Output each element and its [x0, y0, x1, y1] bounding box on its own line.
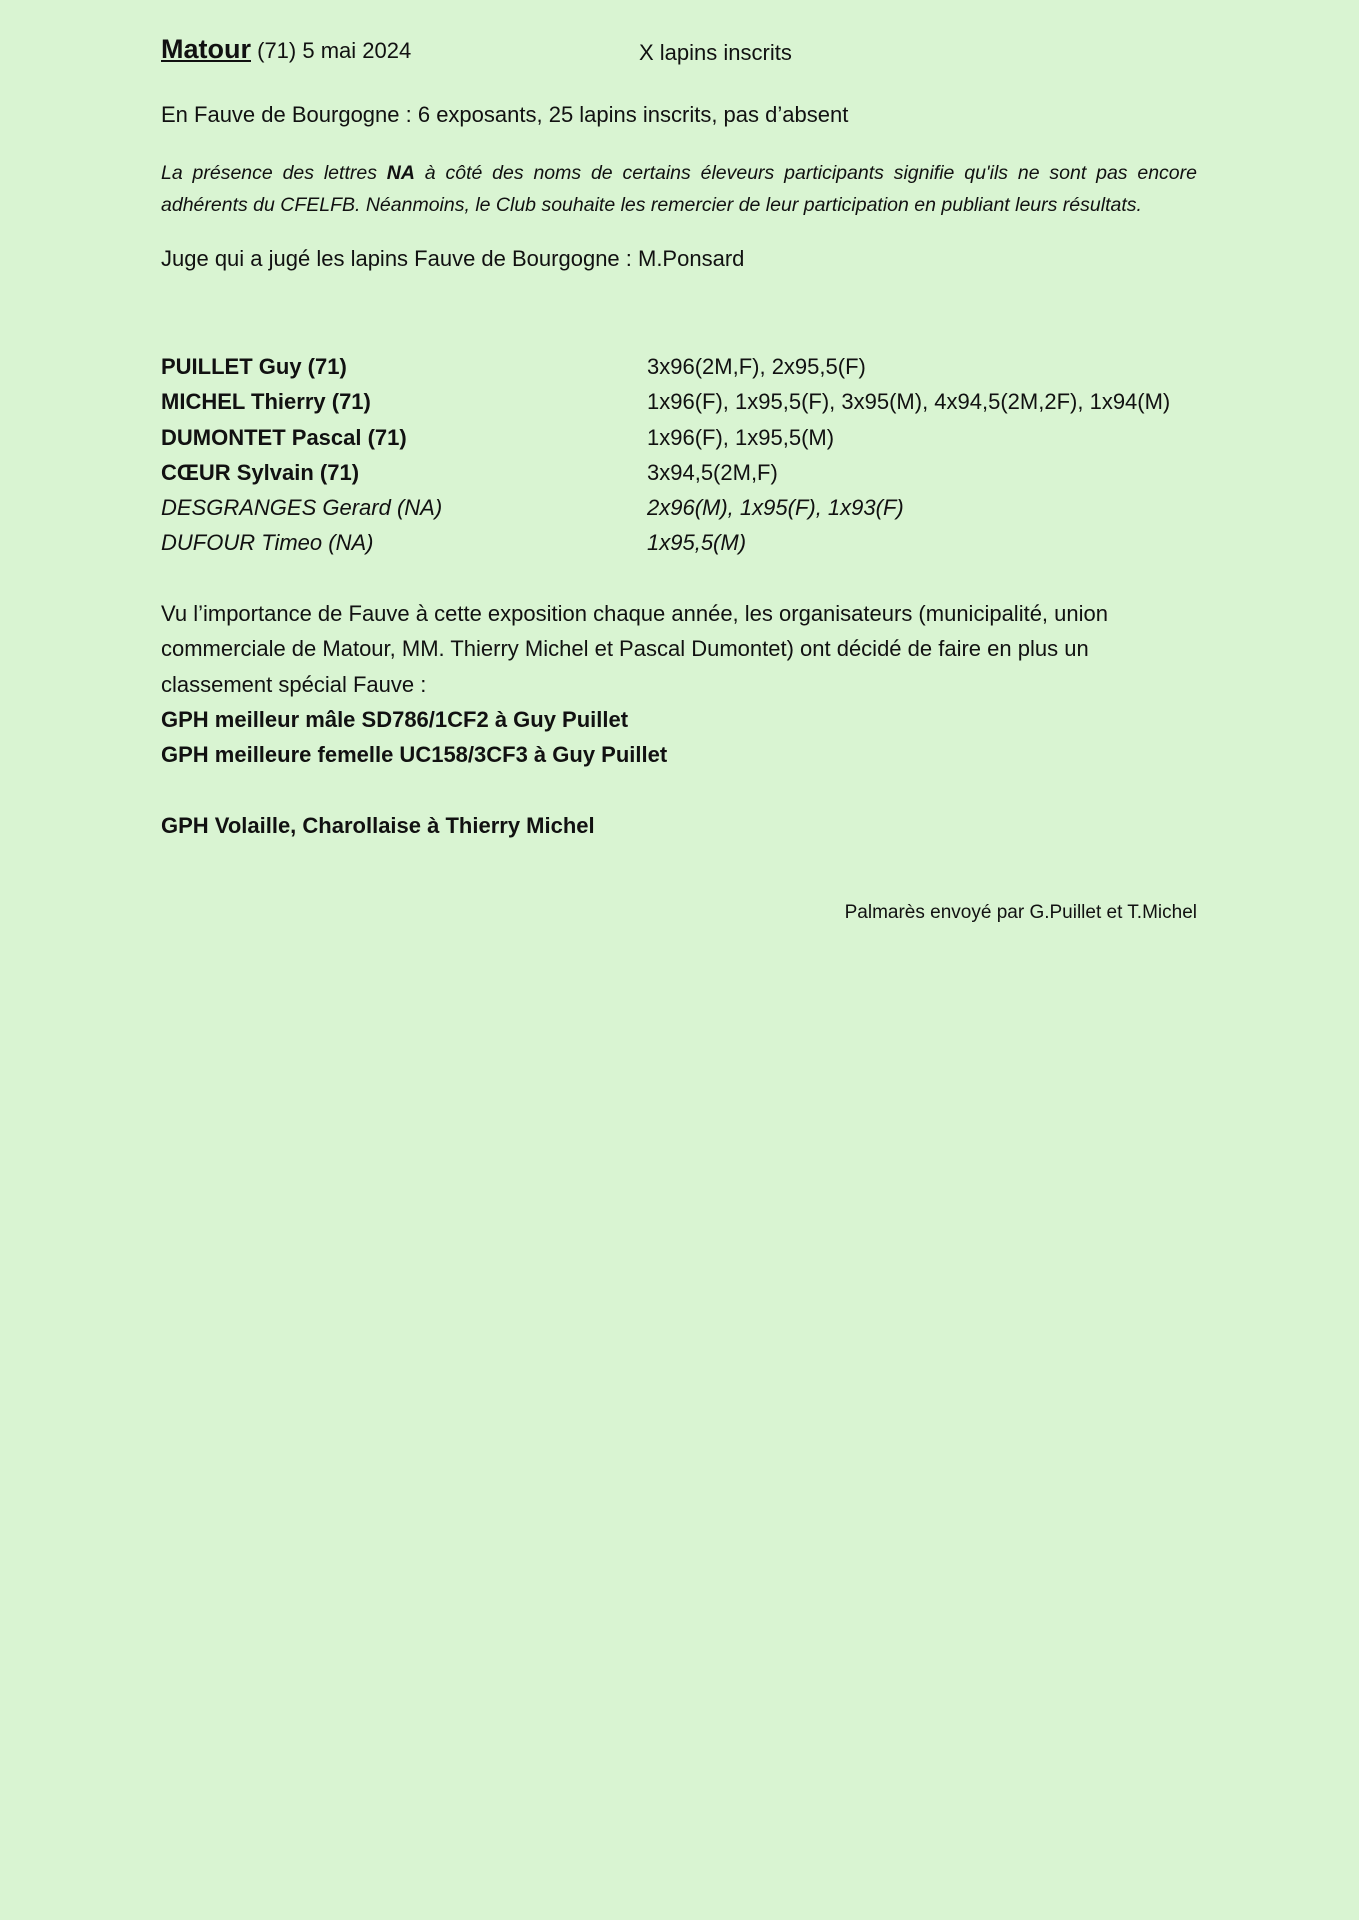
best-male-award: GPH meilleur mâle SD786/1CF2 à Guy Puillet [161, 707, 629, 732]
poultry-award: GPH Volaille, Charollaise à Thierry Michel [161, 813, 595, 838]
breeder-scores: 3x94,5(2M,F) [647, 459, 778, 485]
breeder-name: MICHEL Thierry (71) [161, 389, 371, 415]
breed-summary: En Fauve de Bourgogne : 6 exposants, 25 lapins inscrits, pas d’absent [161, 102, 849, 127]
results-list [161, 349, 1197, 561]
breeder-name: CŒUR Sylvain (71) [161, 459, 360, 485]
best-female-award: GPH meilleure femelle UC158/3CF3 à Guy Puillet [161, 742, 668, 767]
sender-signature: Palmarès envoyé par G.Puillet et T.Michel [844, 902, 1197, 923]
breeder-name: DUFOUR Timeo (NA) [161, 530, 374, 556]
result-row [161, 490, 1197, 525]
title-town: Matour [161, 34, 251, 64]
breeder-name: DUMONTET Pascal (71) [161, 424, 407, 450]
result-row [161, 455, 1197, 490]
judge-line: Juge qui a jugé les lapins Fauve de Bourgogne : M.Ponsard [161, 246, 745, 271]
result-row [161, 420, 1197, 455]
breeder-scores: 3x96(2M,F), 2x95,5(F) [647, 354, 866, 379]
breeder-scores: 1x96(F), 1x95,5(M) [647, 424, 835, 450]
result-row [161, 349, 1197, 384]
breeder-scores: 2x96(M), 1x95(F), 1x93(F) [647, 495, 904, 521]
breeder-name: DESGRANGES Gerard (NA) [161, 495, 443, 521]
na-notice-after: à côté des noms de certains éleveurs participants signifie qu'ils ne sont pas encore adhérents du CFELFB. Néanmoins, le Club souhaite les remercier de leur participation en publiant leurs résultats. [161, 162, 1197, 216]
na-notice [161, 157, 1197, 221]
result-row [161, 525, 1197, 560]
na-notice-before: La présence des lettres [161, 162, 387, 184]
na-notice-bold: NA [386, 162, 415, 184]
document-title [161, 34, 411, 65]
special-ranking-intro: Vu l’importance de Fauve à cette exposition chaque année, les organisateurs (municipalité, union commerciale de Matour, MM. Thierry Michel et Pascal Dumontet) ont décidé de faire en plus un classement spécial Fauve : [161, 601, 1108, 697]
breeder-scores: 1x96(F), 1x95,5(F), 3x95(M), 4x94,5(2M,2F), 1x94(M) [647, 389, 1171, 415]
title-date: (71) 5 mai 2024 [251, 38, 412, 63]
title-rabbit-count: X lapins inscrits [639, 40, 792, 65]
result-row [161, 384, 1197, 419]
breeder-scores: 1x95,5(M) [647, 530, 747, 556]
breeder-name: PUILLET Guy (71) [161, 354, 347, 379]
